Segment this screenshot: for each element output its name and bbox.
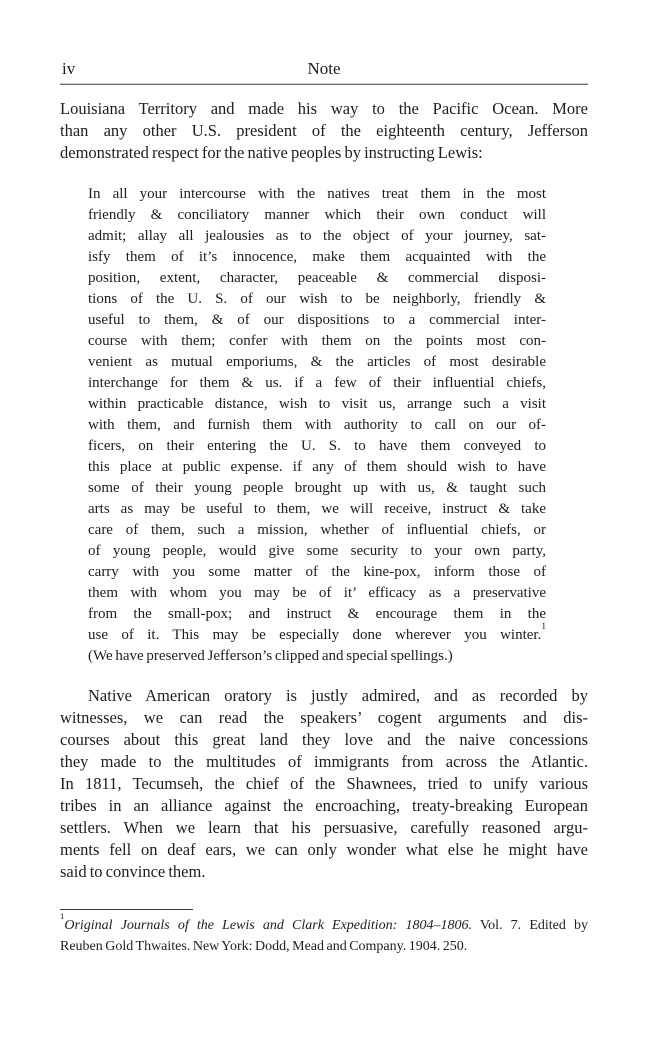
footnote-citation-rest: Vol. 7. Edited by <box>471 918 588 933</box>
text-line: they made to the multitudes of immigrants from across the Atlantic. <box>60 752 588 771</box>
quote-line: within practicable distance, wish to visit us, arrange such a visit <box>88 396 546 412</box>
text-line: witnesses, we can read the speakers’ cogent arguments and dis- <box>60 708 588 727</box>
quote-line: course with them; confer with them on the points most con- <box>88 333 546 349</box>
text-line: ments fell on deaf ears, we can only wonder what else he might have <box>60 840 588 859</box>
quote-line: this place at public expense. if any of them should wish to have <box>88 459 546 475</box>
quote-line: from the small-pox; and instruct & encourage them in the <box>88 606 546 622</box>
footnote-reference: 1 <box>541 621 546 632</box>
quote-line: (We have preserved Jefferson’s clipped and special spellings.) <box>88 648 453 664</box>
footnote-rule <box>60 909 193 910</box>
quote-line: isfy them of it’s innocence, make them acquainted with the <box>88 249 546 265</box>
running-head-title: Note <box>307 59 341 78</box>
quote-line-text: use of it. This may be especially done wherever you winter. <box>88 627 542 643</box>
text-line: tribes in an alliance against the encroaching, treaty-breaking European <box>60 796 588 815</box>
footnote-line: Reuben Gold Thwaites. New York: Dodd, Mead and Company. 1904. 250. <box>60 939 468 954</box>
quote-line: useful to them, & of our dispositions to a commercial inter- <box>88 312 546 328</box>
text-line: said to convince them. <box>60 862 206 881</box>
quote-line: In all your intercourse with the natives treat them in the most <box>88 186 546 202</box>
footnote <box>60 909 588 957</box>
quote-line: them with whom you may be of it’ efficacy as a preservative <box>88 585 546 601</box>
quote-line: of young people, would give some security to your own party, <box>88 543 546 559</box>
text-line: than any other U.S. president of the eighteenth century, Jefferson <box>60 121 588 140</box>
text-line: settlers. When we learn that his persuasive, carefully reasoned argu- <box>60 818 588 837</box>
text-line: In 1811, Tecumseh, the chief of the Shawnees, tried to unify various <box>60 774 588 793</box>
header-rule <box>60 83 588 85</box>
quote-line: care of them, such a mission, whether of influential chiefs, or <box>88 522 546 538</box>
text-line: Louisiana Territory and made his way to the Pacific Ocean. More <box>60 99 588 118</box>
quote-line <box>88 621 546 646</box>
footnote-marker: 1 <box>60 911 65 922</box>
intro-paragraph <box>60 98 588 164</box>
footnote-line <box>60 911 588 936</box>
text-line: demonstrated respect for the native peoples by instructing Lewis: <box>60 143 483 162</box>
jefferson-block-quote <box>88 184 546 667</box>
body-paragraph <box>60 685 588 883</box>
quote-line: carry with you some matter of the kine-pox, inform those of <box>88 564 546 580</box>
quote-line: friendly & conciliatory manner which their own conduct will <box>88 207 546 223</box>
footnote-citation-title: Original Journals of the Lewis and Clark Expedition: 1804–1806. <box>64 918 472 933</box>
quote-line: ficers, on their entering the U. S. to have them conveyed to <box>88 438 546 454</box>
text-line: courses about this great land they love and the naive concessions <box>60 730 588 749</box>
quote-line: position, extent, character, peaceable & commercial disposi- <box>88 270 546 286</box>
running-header <box>60 58 588 80</box>
quote-line: arts as may be useful to them, we will receive, instruct & take <box>88 501 546 517</box>
quote-line: admit; allay all jealousies as to the object of your journey, sat- <box>88 228 546 244</box>
quote-line: with them, and furnish them with authority to call on our of- <box>88 417 546 433</box>
quote-line: tions of the U. S. of our wish to be neighborly, friendly & <box>88 291 546 307</box>
quote-line: some of their young people brought up with us, & taught such <box>88 480 546 496</box>
text-line: Native American oratory is justly admired, and as recorded by <box>88 686 588 705</box>
quote-line: interchange for them & us. if a few of their influential chiefs, <box>88 375 546 391</box>
page-number: iv <box>62 59 76 78</box>
quote-line: venient as mutual emporiums, & the articles of most desirable <box>88 354 546 370</box>
